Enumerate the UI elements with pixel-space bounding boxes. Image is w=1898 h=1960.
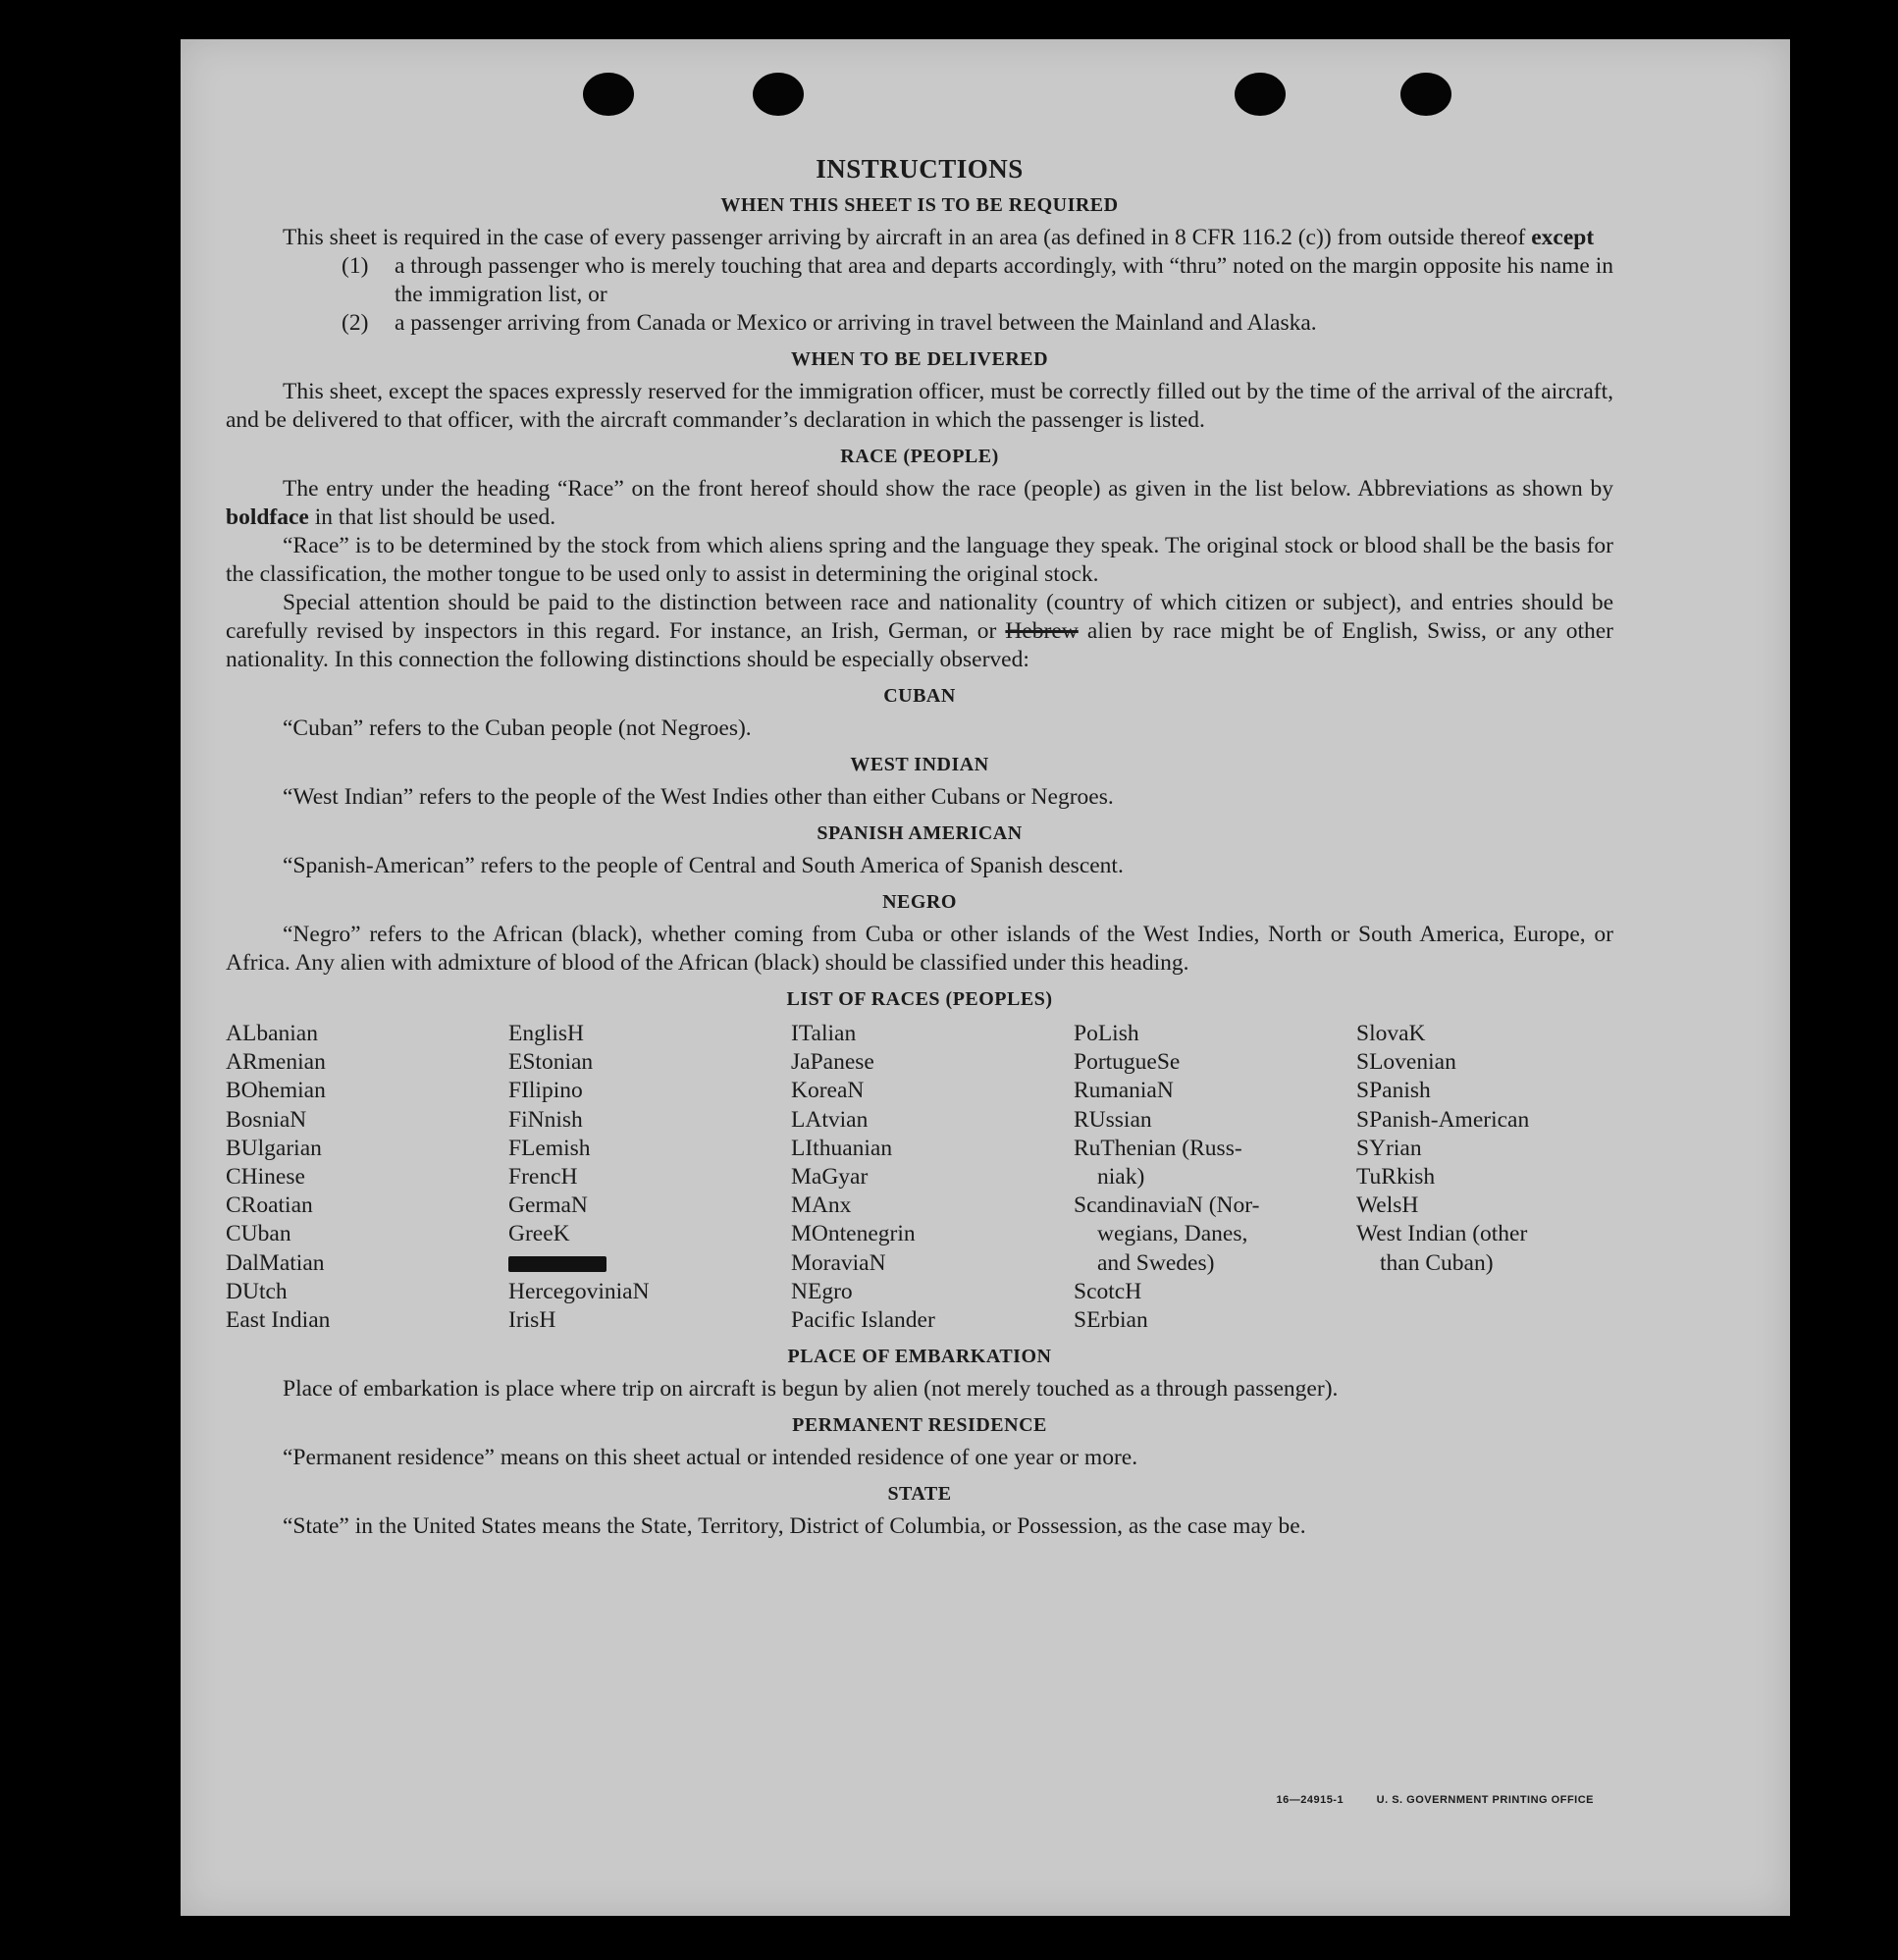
section-paragraph: “Race” is to be determined by the stock from which aliens spring and the language they speak. The original stock or blood shall be the basis for the classification, the mother tongue to be used only to assist in determining the original stock. (226, 533, 1613, 587)
race-entry: EStonian (508, 1049, 594, 1076)
section-paragraph: This sheet, except the spaces expressly reserved for the immigration officer, must be correctly filled out by the time of the arrival of the aircraft, and be delivered to that officer, with the aircraft commander’s declaration in which the passenger is listed. (226, 379, 1613, 433)
race-entry: SYrian (1356, 1135, 1422, 1161)
race-column (226, 1020, 508, 1335)
instructions-body (226, 155, 1613, 1541)
section-heading: WEST INDIAN (850, 754, 989, 775)
redacted-entry (508, 1256, 606, 1272)
section-heading: WHEN TO BE DELIVERED (790, 348, 1049, 370)
race-entry: RUssian (1074, 1106, 1152, 1133)
race-entry: ScandinaviaN (Nor- (1074, 1192, 1260, 1219)
race-entry: GreeK (508, 1221, 570, 1247)
race-entry: SPanish-American (1356, 1106, 1530, 1133)
section-heading: WHEN THIS SHEET IS TO BE REQUIRED (720, 194, 1119, 216)
race-entry: than Cuban) (1380, 1249, 1494, 1276)
race-entry: LAtvian (791, 1106, 869, 1133)
section-paragraph: “West Indian” refers to the people of the West Indies other than either Cubans or Negroes. (283, 784, 1114, 810)
race-entry: SlovaK (1356, 1021, 1426, 1046)
race-entry: DalMatian (226, 1249, 325, 1276)
race-entry: LIthuanian (791, 1135, 893, 1161)
punch-hole (1400, 73, 1451, 116)
section-paragraph: Place of embarkation is place where trip on aircraft is begun by alien (not merely touched as a through passenger). (283, 1376, 1339, 1403)
punch-hole (583, 73, 634, 116)
section-heading: NEGRO (882, 891, 957, 913)
race-entry: PortugueSe (1074, 1049, 1181, 1076)
section-paragraph: “Negro” refers to the African (black), whether coming from Cuba or other islands of the West Indies, North or South America, Europe, or Africa. Any alien with admixture of blood of the African (black) should be classified under this heading. (226, 922, 1613, 976)
race-entry: ITalian (791, 1021, 857, 1046)
race-entry: IrisH (508, 1307, 556, 1334)
list-item (226, 252, 1613, 309)
race-entry: CRoatian (226, 1192, 313, 1219)
item-number: (1) (342, 253, 369, 279)
race-entry: FLemish (508, 1135, 591, 1161)
races-heading: LIST OF RACES (PEOPLES) (786, 988, 1053, 1010)
section-heading: STATE (887, 1483, 952, 1506)
section-paragraph: The entry under the heading “Race” on the front hereof should show the race (people) as given in the list below. Abbreviations as shown by boldface in that list should be used. (226, 476, 1613, 530)
race-entry: FIlipino (508, 1078, 583, 1104)
page-title: INSTRUCTIONS (816, 154, 1024, 184)
race-entry: FiNnish (508, 1106, 583, 1133)
race-entry: SErbian (1074, 1307, 1148, 1334)
section-heading: CUBAN (883, 685, 956, 707)
race-entry: CUban (226, 1221, 291, 1247)
form-footer (1276, 1794, 1594, 1806)
section-paragraph: “Spanish-American” refers to the people of Central and South America of Spanish descent. (283, 853, 1124, 878)
race-column (1074, 1020, 1356, 1335)
race-entry: GermaN (508, 1192, 588, 1219)
race-entry: SPanish (1356, 1078, 1431, 1104)
race-column (508, 1020, 791, 1335)
race-entry: JaPanese (791, 1049, 874, 1076)
race-entry: MoraviaN (791, 1249, 886, 1276)
race-entry: East Indian (226, 1307, 331, 1334)
race-entry: SLovenian (1356, 1049, 1456, 1076)
race-entry: EnglisH (508, 1021, 585, 1046)
race-entry: RuThenian (Russ- (1074, 1135, 1242, 1161)
section-paragraph: This sheet is required in the case of every passenger arriving by aircraft in an area (as defined in 8 CFR 116.2 (c)) from outside thereof except (283, 225, 1595, 250)
punch-hole (1235, 73, 1286, 116)
race-entry: PoLish (1074, 1021, 1139, 1046)
section-heading: RACE (PEOPLE) (840, 446, 999, 467)
form-number: 16—24915-1 (1276, 1794, 1344, 1806)
race-entry: BOhemian (226, 1078, 326, 1104)
race-list (226, 1020, 1613, 1335)
section-paragraph: “Cuban” refers to the Cuban people (not Negroes). (283, 715, 752, 741)
race-entry: CHinese (226, 1164, 305, 1191)
race-entry: niak) (1097, 1164, 1145, 1191)
section-paragraph: “Permanent residence” means on this sheet actual or intended residence of one year or more. (283, 1445, 1138, 1471)
list-item (226, 309, 1613, 338)
section-paragraph: “State” in the United States means the State, Territory, District of Columbia, or Possession, as the case may be. (283, 1513, 1306, 1540)
race-entry: BosniaN (226, 1106, 307, 1133)
race-entry: Pacific Islander (791, 1307, 935, 1334)
race-entry: and Swedes) (1097, 1249, 1215, 1276)
instruction-sheet (181, 39, 1790, 1916)
punch-hole (753, 73, 804, 116)
race-entry: MaGyar (791, 1164, 869, 1191)
race-entry: TuRkish (1356, 1164, 1436, 1191)
race-entry: ALbanian (226, 1021, 318, 1046)
race-entry: HercegoviniaN (508, 1278, 650, 1304)
section-heading: PLACE OF EMBARKATION (787, 1346, 1052, 1368)
race-entry: MAnx (791, 1192, 852, 1219)
printer-imprint: U. S. GOVERNMENT PRINTING OFFICE (1376, 1794, 1594, 1806)
race-entry: WelsH (1356, 1192, 1419, 1219)
item-text: a through passenger who is merely touching that area and departs accordingly, with “thru” noted on the margin opposite his name in the immigration list, or (395, 253, 1613, 307)
race-column (791, 1020, 1074, 1335)
race-entry: FrencH (508, 1164, 578, 1191)
race-entry: wegians, Danes, (1097, 1221, 1248, 1247)
race-entry: MOntenegrin (791, 1221, 916, 1247)
race-entry: ScotcH (1074, 1278, 1142, 1304)
race-entry: NEgro (791, 1278, 853, 1304)
struck-word: Hebrew (1005, 618, 1079, 644)
item-text: a passenger arriving from Canada or Mexico or arriving in travel between the Mainland and Alaska. (395, 310, 1317, 336)
race-column (1356, 1020, 1611, 1335)
section-heading: PERMANENT RESIDENCE (792, 1414, 1047, 1437)
section-paragraph: Special attention should be paid to the distinction between race and nationality (country of which citizen or subject), and entries should be carefully revised by inspectors in this regard. For instance, an Irish, German, or Hebrew alien by race might be of English, Swiss, or any other nationality. In this connection the following distinctions should be especially observed: (226, 590, 1613, 672)
race-entry (508, 1249, 791, 1278)
race-entry: DUtch (226, 1278, 288, 1304)
race-entry: ARmenian (226, 1049, 326, 1076)
race-entry: RumaniaN (1074, 1078, 1174, 1104)
race-entry: KoreaN (791, 1078, 865, 1104)
race-entry: West Indian (other (1356, 1221, 1528, 1247)
race-entry: BUlgarian (226, 1135, 322, 1161)
item-number: (2) (342, 310, 369, 336)
section-heading: SPANISH AMERICAN (817, 822, 1023, 844)
